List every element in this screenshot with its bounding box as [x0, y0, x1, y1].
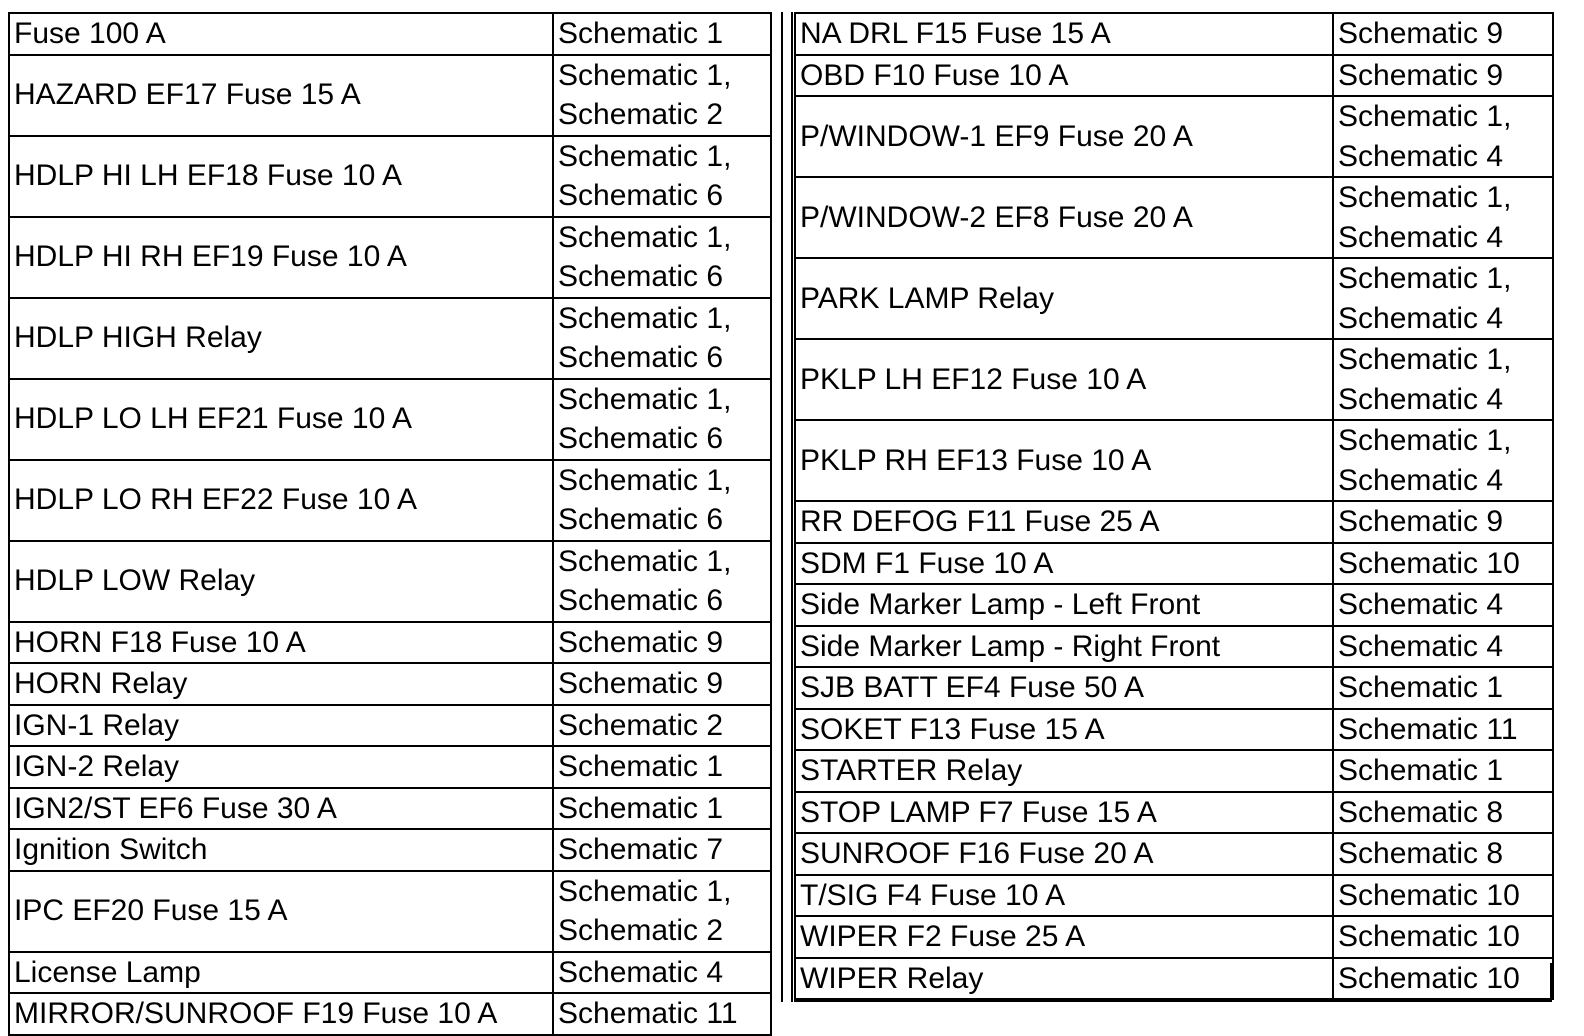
- component-name-cell: IGN-2 Relay: [9, 746, 553, 788]
- component-name-cell: WIPER F2 Fuse 25 A: [795, 916, 1333, 958]
- component-name-cell: WIPER Relay: [795, 958, 1333, 1000]
- table-row: [795, 96, 1553, 137]
- component-name-cell: RR DEFOG F11 Fuse 25 A: [795, 501, 1333, 543]
- empty-row-filler: [794, 963, 1552, 1002]
- component-name-cell: STARTER Relay: [795, 750, 1333, 792]
- table-row: [795, 626, 1553, 668]
- component-name-cell: P/WINDOW-1 EF9 Fuse 20 A: [795, 96, 1333, 177]
- schematic-ref-cell: Schematic 1: [1333, 667, 1553, 709]
- table-row: [9, 952, 771, 994]
- component-name-cell: SOKET F13 Fuse 15 A: [795, 709, 1333, 751]
- schematic-ref-cell: Schematic 4: [1333, 461, 1553, 502]
- table-row: [795, 55, 1553, 97]
- schematic-ref-cell: Schematic 9: [553, 622, 771, 664]
- schematic-ref-cell: Schematic 1,: [553, 136, 771, 177]
- schematic-ref-cell: Schematic 1: [553, 13, 771, 55]
- component-name-cell: HDLP HI LH EF18 Fuse 10 A: [9, 136, 553, 217]
- table-row: [795, 339, 1553, 380]
- schematic-ref-cell: Schematic 1,: [1333, 339, 1553, 380]
- component-name-cell: OBD F10 Fuse 10 A: [795, 55, 1333, 97]
- component-name-cell: IPC EF20 Fuse 15 A: [9, 871, 553, 952]
- table-row: [9, 871, 771, 912]
- table-row: [9, 217, 771, 258]
- table-row: [795, 13, 1553, 55]
- schematic-ref-cell: Schematic 4: [1333, 380, 1553, 421]
- table-row: [795, 420, 1553, 461]
- table-row: [9, 379, 771, 420]
- table-row: [9, 622, 771, 664]
- component-name-cell: STOP LAMP F7 Fuse 15 A: [795, 792, 1333, 834]
- component-name-cell: HDLP LO RH EF22 Fuse 10 A: [9, 460, 553, 541]
- schematic-ref-cell: Schematic 10: [1333, 958, 1553, 1000]
- schematic-ref-cell: Schematic 1,: [1333, 258, 1553, 299]
- schematic-ref-cell: Schematic 1: [1333, 750, 1553, 792]
- schematic-ref-cell: Schematic 4: [1333, 299, 1553, 340]
- table-row: [9, 829, 771, 871]
- table-row: [795, 501, 1553, 543]
- component-name-cell: HDLP HI RH EF19 Fuse 10 A: [9, 217, 553, 298]
- schematic-ref-cell: Schematic 1,: [1333, 177, 1553, 218]
- component-name-cell: P/WINDOW-2 EF8 Fuse 20 A: [795, 177, 1333, 258]
- schematic-ref-cell: Schematic 1,: [553, 541, 771, 582]
- table-row: [795, 875, 1553, 917]
- table-row: [9, 705, 771, 747]
- component-name-cell: IGN-1 Relay: [9, 705, 553, 747]
- table-row: [795, 584, 1553, 626]
- right-component-table: [794, 12, 1554, 1000]
- component-name-cell: HAZARD EF17 Fuse 15 A: [9, 55, 553, 136]
- table-row: [795, 792, 1553, 834]
- schematic-ref-cell: Schematic 4: [1333, 626, 1553, 668]
- table-row: [795, 258, 1553, 299]
- table-row: [9, 460, 771, 501]
- schematic-ref-cell: Schematic 6: [553, 338, 771, 379]
- schematic-ref-cell: Schematic 1,: [1333, 420, 1553, 461]
- schematic-ref-cell: Schematic 1,: [1333, 96, 1553, 137]
- component-name-cell: SJB BATT EF4 Fuse 50 A: [795, 667, 1333, 709]
- component-name-cell: HORN F18 Fuse 10 A: [9, 622, 553, 664]
- table-row: [9, 541, 771, 582]
- component-name-cell: NA DRL F15 Fuse 15 A: [795, 13, 1333, 55]
- schematic-ref-cell: Schematic 11: [553, 993, 771, 1035]
- component-name-cell: T/SIG F4 Fuse 10 A: [795, 875, 1333, 917]
- component-name-cell: HORN Relay: [9, 663, 553, 705]
- table-row: [9, 788, 771, 830]
- schematic-ref-cell: Schematic 8: [1333, 792, 1553, 834]
- component-name-cell: IGN2/ST EF6 Fuse 30 A: [9, 788, 553, 830]
- component-name-cell: PKLP RH EF13 Fuse 10 A: [795, 420, 1333, 501]
- component-name-cell: SUNROOF F16 Fuse 20 A: [795, 833, 1333, 875]
- schematic-ref-cell: Schematic 1,: [553, 298, 771, 339]
- table-row: [9, 746, 771, 788]
- schematic-ref-cell: Schematic 1,: [553, 460, 771, 501]
- schematic-ref-cell: Schematic 8: [1333, 833, 1553, 875]
- schematic-ref-cell: Schematic 9: [553, 663, 771, 705]
- table-row: [795, 543, 1553, 585]
- schematic-ref-cell: Schematic 1: [553, 746, 771, 788]
- schematic-ref-cell: Schematic 10: [1333, 916, 1553, 958]
- schematic-ref-cell: Schematic 1: [553, 788, 771, 830]
- table-row: [9, 55, 771, 96]
- schematic-ref-cell: Schematic 2: [553, 911, 771, 952]
- schematic-ref-cell: Schematic 7: [553, 829, 771, 871]
- table-row: [795, 750, 1553, 792]
- schematic-ref-cell: Schematic 1,: [553, 217, 771, 258]
- column-divider: [781, 12, 793, 1002]
- table-row: [795, 833, 1553, 875]
- table-row: [9, 136, 771, 177]
- component-name-cell: SDM F1 Fuse 10 A: [795, 543, 1333, 585]
- schematic-ref-cell: Schematic 6: [553, 176, 771, 217]
- table-row: [9, 663, 771, 705]
- table-row: [795, 177, 1553, 218]
- table-row: [795, 667, 1553, 709]
- component-name-cell: Fuse 100 A: [9, 13, 553, 55]
- component-name-cell: License Lamp: [9, 952, 553, 994]
- schematic-ref-cell: Schematic 6: [553, 257, 771, 298]
- table-row: [9, 13, 771, 55]
- schematic-ref-cell: Schematic 1,: [553, 871, 771, 912]
- schematic-ref-cell: Schematic 4: [553, 952, 771, 994]
- schematic-ref-cell: Schematic 2: [553, 705, 771, 747]
- schematic-ref-cell: Schematic 10: [1333, 543, 1553, 585]
- component-name-cell: MIRROR/SUNROOF F19 Fuse 10 A: [9, 993, 553, 1035]
- component-name-cell: Ignition Switch: [9, 829, 553, 871]
- table-row: [795, 709, 1553, 751]
- component-name-cell: Side Marker Lamp - Left Front: [795, 584, 1333, 626]
- schematic-ref-cell: Schematic 9: [1333, 13, 1553, 55]
- table-row: [9, 993, 771, 1035]
- component-name-cell: PKLP LH EF12 Fuse 10 A: [795, 339, 1333, 420]
- component-name-cell: HDLP HIGH Relay: [9, 298, 553, 379]
- schematic-ref-cell: Schematic 1,: [553, 379, 771, 420]
- table-row: [795, 916, 1553, 958]
- schematic-ref-cell: Schematic 6: [553, 419, 771, 460]
- schematic-ref-cell: Schematic 9: [1333, 55, 1553, 97]
- schematic-ref-cell: Schematic 9: [1333, 501, 1553, 543]
- schematic-ref-cell: Schematic 1,: [553, 55, 771, 96]
- table-row: [9, 298, 771, 339]
- schematic-ref-cell: Schematic 4: [1333, 137, 1553, 178]
- schematic-ref-cell: Schematic 2: [553, 95, 771, 136]
- schematic-ref-cell: Schematic 4: [1333, 218, 1553, 259]
- component-name-cell: Side Marker Lamp - Right Front: [795, 626, 1333, 668]
- schematic-ref-cell: Schematic 6: [553, 500, 771, 541]
- schematic-ref-cell: Schematic 11: [1333, 709, 1553, 751]
- component-name-cell: PARK LAMP Relay: [795, 258, 1333, 339]
- schematic-ref-cell: Schematic 4: [1333, 584, 1553, 626]
- schematic-ref-cell: Schematic 6: [553, 581, 771, 622]
- schematic-ref-cell: Schematic 10: [1333, 875, 1553, 917]
- left-component-table: [8, 12, 772, 1036]
- component-name-cell: HDLP LOW Relay: [9, 541, 553, 622]
- component-name-cell: HDLP LO LH EF21 Fuse 10 A: [9, 379, 553, 460]
